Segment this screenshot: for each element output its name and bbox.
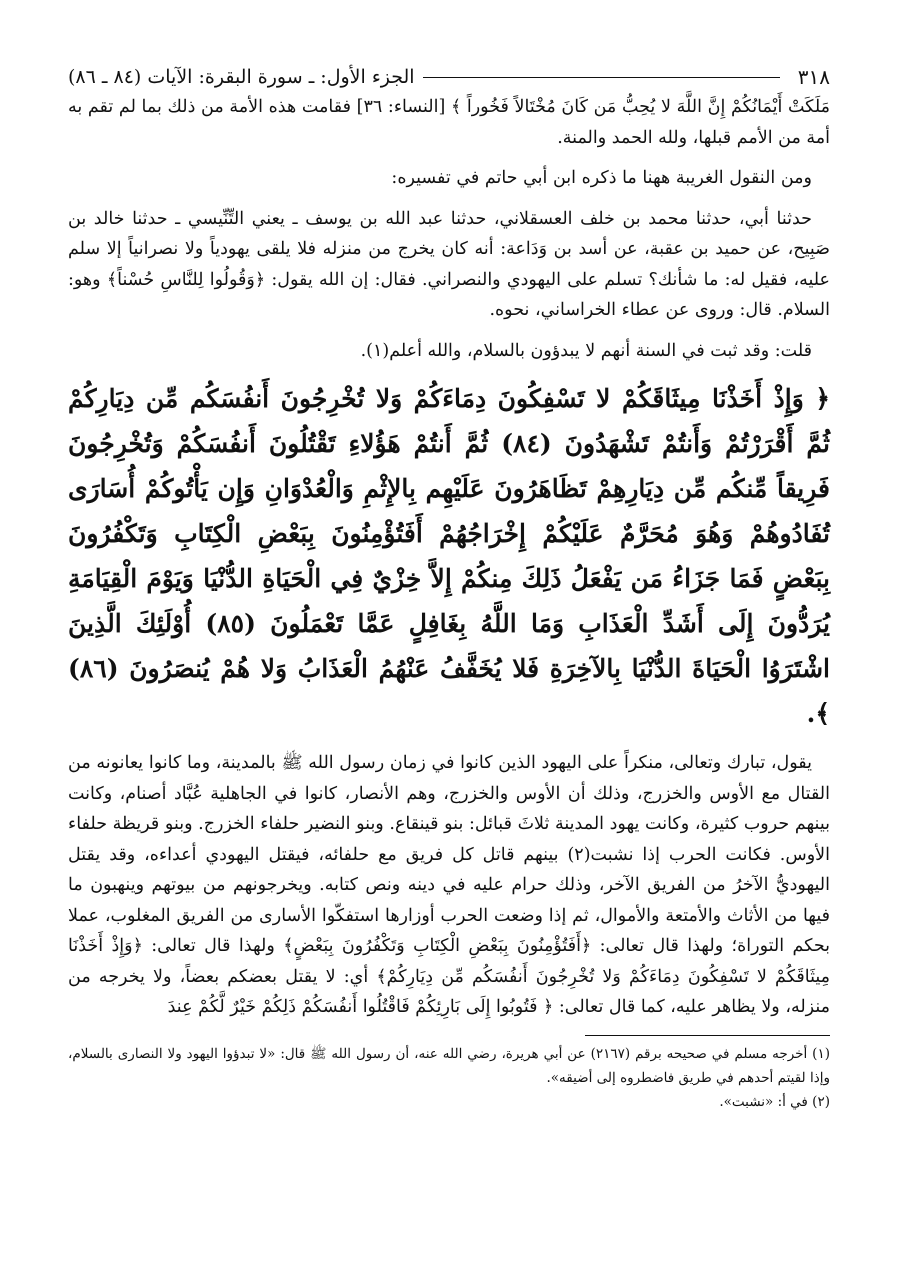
paragraph-commentary: يقول، تبارك وتعالى، منكراً على اليهود الذين كانوا في زمان رسول الله ﷺ بالمدينة، وما كانوا يعانونه من القتال مع الأوس والخزرج، وذلك أن الأوس والخزرج، وهم الأنصار، كانوا في الجاهلية عُبَّاد أصنام، وكانت بينهم حروب كثيرة، وكانت يهود المدينة ثلاثَ قبائل: بنو قينقاع. وبنو النضير حلفاء الخزرج. وبنو قريظة حلفاء الأوس. فكانت الحرب إذا نشبت(٢) بينهم قاتل كل فريق مع حلفائه، فيقتل اليهودي أعداءه، وقد يقتل اليهوديُّ الآخرُ من الفريق الآخر، وذلك حرام عليه في دينه ونص كتابه. ويخرجونهم من بيوتهم وينهبون ما فيها من الأثاث والأمتعة والأموال، ثم إذا وضعت الحرب أوزارها استفكّوا الأسارى من الفريق المغلوب، عملا بحكم التوراة؛ ولهذا قال تعالى: ﴿أَفَتُؤْمِنُونَ بِبَعْضِ الْكِتَابِ وَتَكْفُرُونَ بِبَعْضٍ﴾ ولهذا قال تعالى: ﴿وَإِذْ أَخَذْنَا مِيثَاقَكُمْ لا تَسْفِكُونَ دِمَاءَكُمْ وَلا تُخْرِجُونَ أَنفُسَكُم مِّن دِيَارِكُمْ﴾ أي: لا يقتل بعضكم بعضاً، ولا يخرجه من منزله، ولا يظاهر عليه، كما قال تعالى: ﴿ فَتُوبُوا إِلَى بَارِئِكُمْ فَاقْتُلُوا أَنفُسَكُمْ ذَلِكُمْ خَيْرٌ لَّكُمْ عِندَ	[68, 753, 830, 1017]
footnote-2: (٢) في أ: «نشبت».	[719, 1093, 830, 1110]
header-rule	[423, 77, 780, 78]
paragraph-note: قلت: وقد ثبت في السنة أنهم لا يبدؤون بالسلام، والله أعلم(١).	[360, 340, 812, 361]
page-header	[68, 62, 830, 92]
footnote-1: (١) أخرجه مسلم في صحيحه برقم (٢١٦٧) عن أبي هريرة، رضي الله عنه، أن رسول الله ﷺ قال: «لا تبدؤوا اليهود ولا النصارى بالسلام، وإذا لقيتم أحدهم في طريق فاضطروه إلى أضيقه».	[68, 1045, 830, 1086]
footnote-separator	[585, 1035, 830, 1036]
paragraph-hadith-chain: حدثنا أبي، حدثنا محمد بن خلف العسقلاني، حدثنا عبد الله بن يوسف ـ يعني التِّنِّيسي ـ حدثنا خالد بن صَبِيح، عن حميد بن عقبة، عن أسد بن وَدَاعة: أنه كان يخرج من منزله فلا يلقى يهودياً ولا نصرانياً إلا سلم عليه، فقيل له: ما شأنك؟ تسلم على اليهودي والنصراني. فقال: إن الله يقول: ﴿وَقُولُوا لِلنَّاسِ حُسْناً﴾ وهو: السلام. قال: وروى عن عطاء الخراساني، نحوه.	[68, 208, 830, 320]
paragraph-continuation: مَلَكَتْ أَيْمَانُكُمْ إِنَّ اللَّهَ لا يُحِبُّ مَن كَانَ مُخْتَالاً فَخُوراً ﴾ [النساء: ٣٦] فقامت هذه الأمة من ذلك بما لم تقم به أمة من الأمم قبلها، ولله الحمد والمنة.	[68, 97, 830, 148]
page-number: ٣١٨	[797, 65, 830, 89]
book-page	[68, 62, 830, 1252]
quran-verses: ﴿ وَإِذْ أَخَذْنَا مِيثَاقَكُمْ لا تَسْفِكُونَ دِمَاءَكُمْ وَلا تُخْرِجُونَ أَنفُسَكُم مِّن دِيَارِكُمْ ثُمَّ أَقْرَرْتُمْ وَأَنتُمْ تَشْهَدُونَ (٨٤) ثُمَّ أَنتُمْ هَؤُلاءِ تَقْتُلُونَ أَنفُسَكُمْ وَتُخْرِجُونَ فَرِيقاً مِّنكُم مِّن دِيَارِهِمْ تَظَاهَرُونَ عَلَيْهِم بِالإِثْمِ وَالْعُدْوَانِ وَإِن يَأْتُوكُمْ أُسَارَى تُفَادُوهُمْ وَهُوَ مُحَرَّمٌ عَلَيْكُمْ إِخْرَاجُهُمْ أَفَتُؤْمِنُونَ بِبَعْضِ الْكِتَابِ وَتَكْفُرُونَ بِبَعْضٍ فَمَا جَزَاءُ مَن يَفْعَلُ ذَلِكَ مِنكُمْ إِلاَّ خِزْيٌ فِي الْحَيَاةِ الدُّنْيَا وَيَوْمَ الْقِيَامَةِ يُرَدُّونَ إِلَى أَشَدِّ الْعَذَابِ وَمَا اللَّهُ بِغَافِلٍ عَمَّا تَعْمَلُونَ (٨٥) أُوْلَئِكَ الَّذِينَ اشْتَرَوُا الْحَيَاةَ الدُّنْيَا بِالآخِرَةِ فَلا يُخَفَّفُ عَنْهُمُ الْعَذَابُ وَلا هُمْ يُنصَرُونَ (٨٦) ﴾.	[68, 384, 830, 728]
running-title: الجزء الأول: ـ سورة البقرة: الآيات (٨٤ ـ ٨٦)	[68, 66, 415, 88]
paragraph-intro: ومن النقول الغريبة ههنا ما ذكره ابن أبي حاتم في تفسيره:	[391, 168, 812, 188]
